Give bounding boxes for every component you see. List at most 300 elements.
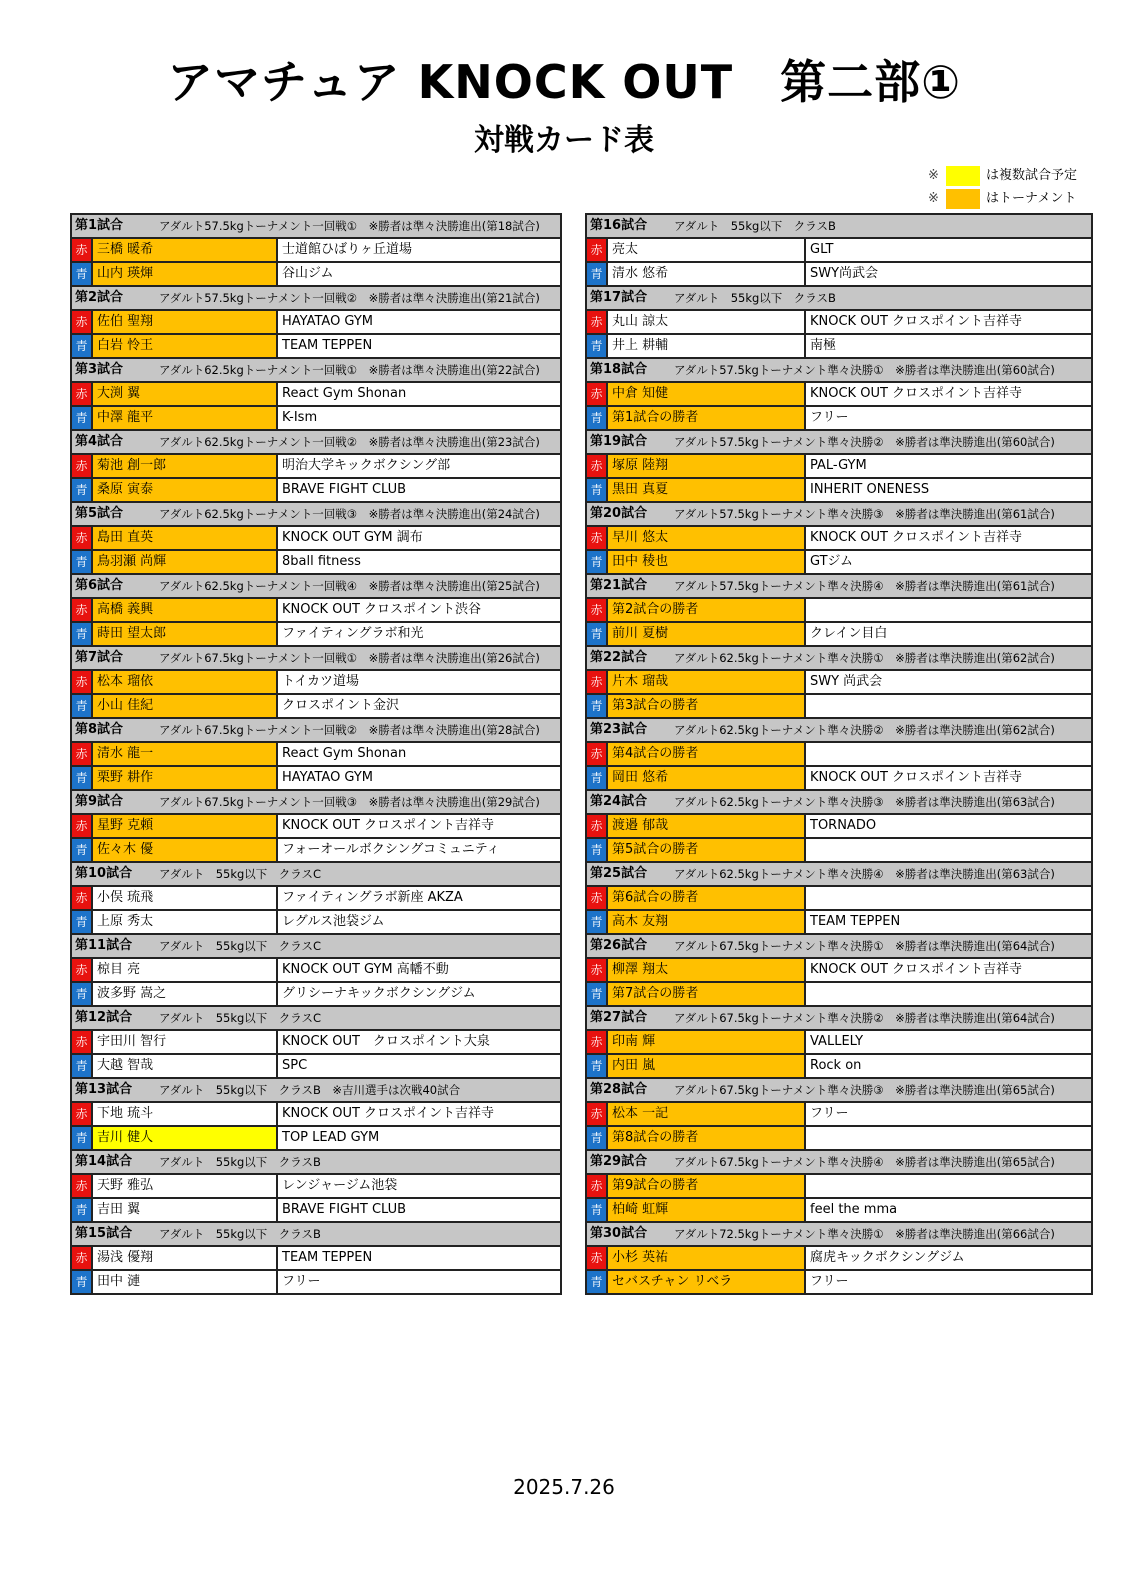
bout-number: 第17試合	[590, 290, 648, 305]
fighter-gym: 腐虎キックボクシングジム	[810, 1250, 965, 1265]
fighter-name: 大渕 翼	[93, 383, 278, 405]
bout-description: アダルト62.5kgトーナメント一回戦① ※勝者は準々決勝進出(第22試合)	[159, 363, 540, 377]
fighter-row-blue	[72, 335, 560, 359]
fighter-name: 黒田 真夏	[608, 479, 806, 501]
fighter-gym: KNOCK OUT GYM 高幡不動	[282, 962, 449, 977]
red-corner-label: 赤	[72, 239, 93, 261]
fighter-name: 白岩 怜王	[93, 335, 278, 357]
bout-description: アダルト62.5kgトーナメント一回戦④ ※勝者は準々決勝進出(第25試合)	[159, 579, 540, 593]
red-corner-label: 赤	[72, 1175, 93, 1197]
fighter-name: 中澤 龍平	[93, 407, 278, 429]
bout-description: アダルト62.5kgトーナメント準々決勝③ ※勝者は準決勝進出(第63試合)	[674, 795, 1055, 809]
bout-description: アダルト57.5kgトーナメント一回戦② ※勝者は準々決勝進出(第21試合)	[159, 291, 540, 305]
fighter-row-red	[587, 311, 1091, 335]
bout-description: アダルト67.5kgトーナメント一回戦② ※勝者は準々決勝進出(第28試合)	[159, 723, 540, 737]
red-corner-label: 赤	[587, 743, 608, 765]
fighter-gym: SPC	[282, 1058, 308, 1073]
fighter-row-blue	[72, 1055, 560, 1079]
fighter-row-red	[72, 311, 560, 335]
fighter-gym	[806, 1127, 1091, 1149]
legend-text: は複数試合予定	[986, 168, 1078, 183]
red-corner-label: 赤	[72, 455, 93, 477]
red-corner-label: 赤	[72, 815, 93, 837]
fighter-gym: ファイティングラボ和光	[282, 626, 424, 641]
blue-corner-label: 青	[587, 479, 608, 501]
bout-header	[72, 431, 560, 455]
fighter-gym: 南極	[810, 338, 837, 353]
bout-description: アダルト 55kg以下 クラスB	[159, 1155, 321, 1169]
bout-number: 第25試合	[590, 866, 648, 881]
bout-number: 第21試合	[590, 578, 648, 593]
bout-header	[72, 791, 560, 815]
fighter-gym: KNOCK OUT クロスポイント吉祥寺	[282, 818, 495, 833]
fighter-gym: レンジャージム池袋	[282, 1178, 398, 1193]
fighter-row-red	[587, 1247, 1091, 1271]
fighter-gym: K-Ism	[282, 410, 318, 425]
fighter-row-red	[587, 959, 1091, 983]
bout-header	[587, 935, 1091, 959]
fighter-gym: SWY 尚武会	[810, 674, 883, 689]
red-corner-label: 赤	[72, 383, 93, 405]
bout-number: 第9試合	[75, 794, 124, 809]
fighter-row-red	[587, 455, 1091, 479]
fighter-name: 第6試合の勝者	[608, 887, 806, 909]
bout-header	[72, 359, 560, 383]
fighter-gym: HAYATAO GYM	[282, 314, 374, 329]
fighter-row-blue	[72, 263, 560, 287]
fighter-row-red	[72, 887, 560, 911]
fighter-row-red	[72, 527, 560, 551]
fighter-gym: トイカツ道場	[282, 674, 359, 689]
fighter-gym: 8ball fitness	[282, 554, 361, 569]
fighter-gym	[806, 839, 1091, 861]
fighter-gym	[806, 599, 1091, 621]
legend-text: はトーナメント	[986, 191, 1077, 206]
bout-header	[587, 1007, 1091, 1031]
fighter-row-blue	[72, 1271, 560, 1295]
fighter-gym: VALLELY	[810, 1034, 864, 1049]
fighter-name: 大越 智哉	[93, 1055, 278, 1077]
fighter-name: 印南 輝	[608, 1031, 806, 1053]
fighter-gym: TEAM TEPPEN	[810, 914, 901, 929]
bout-number: 第22試合	[590, 650, 648, 665]
bout-description: アダルト62.5kgトーナメント一回戦② ※勝者は準々決勝進出(第23試合)	[159, 435, 540, 449]
legend-swatch-orange	[946, 189, 980, 209]
fighter-name: 第1試合の勝者	[608, 407, 806, 429]
bout-description: アダルト67.5kgトーナメント一回戦① ※勝者は準々決勝進出(第26試合)	[159, 651, 540, 665]
fighter-gym: KNOCK OUT クロスポイント吉祥寺	[810, 530, 1023, 545]
blue-corner-label: 青	[587, 1271, 608, 1293]
fighter-gym: SWY尚武会	[810, 266, 879, 281]
bout-description: アダルト62.5kgトーナメント準々決勝① ※勝者は準決勝進出(第62試合)	[674, 651, 1055, 665]
bout-header	[587, 575, 1091, 599]
red-corner-label: 赤	[72, 527, 93, 549]
fighter-row-red	[587, 1031, 1091, 1055]
blue-corner-label: 青	[72, 407, 93, 429]
fighter-gym: クロスポイント金沢	[282, 698, 400, 713]
fighter-name: 前川 夏樹	[608, 623, 806, 645]
bout-description: アダルト72.5kgトーナメント準々決勝① ※勝者は準決勝進出(第66試合)	[674, 1227, 1055, 1241]
fighter-name: 塚原 陸翔	[608, 455, 806, 477]
bout-description: アダルト57.5kgトーナメント準々決勝④ ※勝者は準決勝進出(第61試合)	[674, 579, 1055, 593]
page-title: アマチュア KNOCK OUT 第二部①	[166, 55, 962, 109]
fighter-name: 島田 直英	[93, 527, 278, 549]
red-corner-label: 赤	[72, 311, 93, 333]
fighter-name: 吉田 翼	[93, 1199, 278, 1221]
fighter-gym: フリー	[810, 410, 849, 425]
fighter-row-blue	[72, 839, 560, 863]
fighter-gym	[806, 983, 1091, 1005]
fighter-row-red	[587, 239, 1091, 263]
blue-corner-label: 青	[72, 839, 93, 861]
fighter-gym	[806, 1175, 1091, 1197]
bout-header	[587, 1151, 1091, 1175]
fighter-row-red	[587, 527, 1091, 551]
red-corner-label: 赤	[72, 743, 93, 765]
fighter-name: 清水 悠希	[608, 263, 806, 285]
fighter-name: 小山 佳紀	[93, 695, 278, 717]
red-corner-label: 赤	[72, 1031, 93, 1053]
fighter-row-red	[587, 383, 1091, 407]
fighter-row-red	[72, 1031, 560, 1055]
fighter-gym: TEAM TEPPEN	[282, 1250, 373, 1265]
blue-corner-label: 青	[587, 1055, 608, 1077]
fighter-row-blue	[72, 623, 560, 647]
red-corner-label: 赤	[72, 887, 93, 909]
red-corner-label: 赤	[72, 1247, 93, 1269]
fighter-row-red	[72, 743, 560, 767]
fighter-row-red	[587, 743, 1091, 767]
fighter-name: 波多野 嵩之	[93, 983, 278, 1005]
fighter-name: 丸山 諒太	[608, 311, 806, 333]
bout-number: 第13試合	[75, 1082, 133, 1097]
fighter-name: 第5試合の勝者	[608, 839, 806, 861]
fighter-name: 中倉 知健	[608, 383, 806, 405]
bout-description: アダルト 55kg以下 クラスB	[674, 291, 836, 305]
bout-header	[587, 647, 1091, 671]
red-corner-label: 赤	[587, 1031, 608, 1053]
bout-number: 第5試合	[75, 506, 124, 521]
legend-note-mark: ※	[928, 168, 939, 183]
bout-header	[72, 647, 560, 671]
bout-number: 第7試合	[75, 650, 124, 665]
fighter-name: 田中 漣	[93, 1271, 278, 1293]
fighter-row-blue	[587, 335, 1091, 359]
bout-number: 第20試合	[590, 506, 648, 521]
bout-number: 第10試合	[75, 866, 133, 881]
fighter-gym: 士道館ひばりヶ丘道場	[282, 242, 413, 257]
fighter-gym: BRAVE FIGHT CLUB	[282, 1202, 407, 1217]
bout-header	[587, 287, 1091, 311]
fighter-gym: HAYATAO GYM	[282, 770, 374, 785]
fighter-row-red	[72, 1103, 560, 1127]
red-corner-label: 赤	[587, 455, 608, 477]
fighter-name: 小杉 英祐	[608, 1247, 806, 1269]
bout-header	[72, 503, 560, 527]
blue-corner-label: 青	[72, 263, 93, 285]
blue-corner-label: 青	[72, 551, 93, 573]
blue-corner-label: 青	[72, 1271, 93, 1293]
bout-number: 第28試合	[590, 1082, 648, 1097]
fighter-name: 吉川 健人	[93, 1127, 278, 1149]
fighter-row-blue	[587, 407, 1091, 431]
bout-number: 第23試合	[590, 722, 648, 737]
bout-description: アダルト57.5kgトーナメント準々決勝③ ※勝者は準決勝進出(第61試合)	[674, 507, 1055, 521]
fighter-gym: フリー	[810, 1274, 849, 1289]
fighter-name: 高橋 義興	[93, 599, 278, 621]
fighter-row-blue	[587, 1199, 1091, 1223]
fighter-row-red	[587, 1103, 1091, 1127]
fighter-row-blue	[587, 623, 1091, 647]
fighter-gym: TEAM TEPPEN	[282, 338, 373, 353]
fighter-name: 椋目 亮	[93, 959, 278, 981]
bout-number: 第18試合	[590, 362, 648, 377]
red-corner-label: 赤	[72, 599, 93, 621]
bout-number: 第27試合	[590, 1010, 648, 1025]
bout-description: アダルト 55kg以下 クラスC	[159, 939, 321, 953]
bout-header	[72, 575, 560, 599]
fighter-row-red	[72, 239, 560, 263]
fighter-name: 上原 秀太	[93, 911, 278, 933]
fighter-row-red	[72, 455, 560, 479]
fighter-row-blue	[72, 407, 560, 431]
fighter-gym: KNOCK OUT クロスポイント渋谷	[282, 602, 482, 617]
bout-header	[72, 1223, 560, 1247]
bout-table-left	[70, 213, 562, 1295]
bout-description: アダルト 55kg以下 クラスB ※吉川選手は次戦40試合	[159, 1083, 461, 1097]
bout-header	[587, 863, 1091, 887]
fighter-name: 天野 雅弘	[93, 1175, 278, 1197]
blue-corner-label: 青	[587, 767, 608, 789]
blue-corner-label: 青	[72, 1127, 93, 1149]
fighter-gym: KNOCK OUT クロスポイント吉祥寺	[810, 386, 1023, 401]
bout-description: アダルト62.5kgトーナメント一回戦③ ※勝者は準々決勝進出(第24試合)	[159, 507, 540, 521]
fighter-name: 第8試合の勝者	[608, 1127, 806, 1149]
fighter-row-blue	[587, 695, 1091, 719]
fighter-name: 佐伯 聖翔	[93, 311, 278, 333]
fighter-gym: GLT	[810, 242, 834, 257]
bout-description: アダルト57.5kgトーナメント準々決勝② ※勝者は準決勝進出(第60試合)	[674, 435, 1055, 449]
fighter-row-blue	[587, 263, 1091, 287]
fighter-name: 蒔田 望太郎	[93, 623, 278, 645]
fighter-row-red	[72, 959, 560, 983]
red-corner-label: 赤	[587, 599, 608, 621]
fighter-gym: フリー	[810, 1106, 849, 1121]
fighter-name: 菊池 創一郎	[93, 455, 278, 477]
blue-corner-label: 青	[587, 839, 608, 861]
red-corner-label: 赤	[587, 383, 608, 405]
fighter-row-red	[587, 671, 1091, 695]
blue-corner-label: 青	[587, 263, 608, 285]
red-corner-label: 赤	[587, 887, 608, 909]
fighter-gym: KNOCK OUT クロスポイント吉祥寺	[810, 962, 1023, 977]
fighter-name: 松本 瑠依	[93, 671, 278, 693]
bout-description: アダルト 55kg以下 クラスC	[159, 867, 321, 881]
fighter-row-blue	[72, 983, 560, 1007]
fighter-name: 栗野 耕作	[93, 767, 278, 789]
blue-corner-label: 青	[587, 335, 608, 357]
fighter-row-blue	[587, 1127, 1091, 1151]
bout-description: アダルト67.5kgトーナメント準々決勝③ ※勝者は準決勝進出(第65試合)	[674, 1083, 1055, 1097]
fighter-gym: GTジム	[810, 554, 854, 569]
legend-swatch-yellow	[946, 166, 980, 186]
fighter-row-red	[72, 383, 560, 407]
bout-header	[587, 359, 1091, 383]
fighter-name: 鳥羽瀬 尚輝	[93, 551, 278, 573]
red-corner-label: 赤	[72, 1103, 93, 1125]
bout-description: アダルト67.5kgトーナメント準々決勝④ ※勝者は準決勝進出(第65試合)	[674, 1155, 1055, 1169]
fighter-gym: フォーオールボクシングコミュニティ	[282, 842, 500, 857]
fighter-name: 柏崎 虹輝	[608, 1199, 806, 1221]
blue-corner-label: 青	[72, 1199, 93, 1221]
bout-header	[587, 215, 1091, 239]
bout-header	[587, 719, 1091, 743]
fighter-row-blue	[587, 1271, 1091, 1295]
bout-header	[587, 503, 1091, 527]
blue-corner-label: 青	[72, 695, 93, 717]
fighter-gym: React Gym Shonan	[282, 386, 407, 401]
red-corner-label: 赤	[587, 959, 608, 981]
fighter-name: 宇田川 智行	[93, 1031, 278, 1053]
bout-description: アダルト 55kg以下 クラスC	[159, 1011, 321, 1025]
fighter-row-blue	[72, 695, 560, 719]
page-subtitle: 対戦カード表	[474, 123, 654, 158]
bout-header	[72, 863, 560, 887]
bout-header	[72, 935, 560, 959]
bout-number: 第16試合	[590, 218, 648, 233]
fighter-name: 松本 一記	[608, 1103, 806, 1125]
fighter-row-red	[587, 815, 1091, 839]
bout-header	[587, 1223, 1091, 1247]
red-corner-label: 赤	[72, 959, 93, 981]
fighter-name: 桑原 寅泰	[93, 479, 278, 501]
fighter-name: 星野 克頼	[93, 815, 278, 837]
fighter-name: 山内 瑛煇	[93, 263, 278, 285]
red-corner-label: 赤	[587, 311, 608, 333]
fighter-gym: クレイン目白	[810, 626, 888, 641]
fighter-row-blue	[72, 479, 560, 503]
fighter-name: 第7試合の勝者	[608, 983, 806, 1005]
blue-corner-label: 青	[72, 623, 93, 645]
fighter-row-blue	[587, 767, 1091, 791]
fighter-gym: グリシーナキックボクシングジム	[282, 986, 476, 1001]
event-date: 2025.7.26	[513, 1475, 615, 1499]
bout-number: 第2試合	[75, 290, 124, 305]
fighter-row-blue	[72, 911, 560, 935]
fighter-gym: KNOCK OUT GYM 調布	[282, 530, 423, 545]
fighter-name: 第3試合の勝者	[608, 695, 806, 717]
bout-description: アダルト 55kg以下 クラスB	[159, 1227, 321, 1241]
fighter-gym: TOP LEAD GYM	[282, 1130, 380, 1145]
fighter-row-blue	[72, 767, 560, 791]
bout-number: 第15試合	[75, 1226, 133, 1241]
bout-number: 第4試合	[75, 434, 124, 449]
fighter-name: 片木 瑠哉	[608, 671, 806, 693]
bout-header	[587, 791, 1091, 815]
blue-corner-label: 青	[72, 1055, 93, 1077]
red-corner-label: 赤	[587, 527, 608, 549]
blue-corner-label: 青	[72, 767, 93, 789]
bout-description: アダルト67.5kgトーナメント準々決勝② ※勝者は準決勝進出(第64試合)	[674, 1011, 1055, 1025]
fighter-row-red	[587, 1175, 1091, 1199]
blue-corner-label: 青	[587, 983, 608, 1005]
fighter-row-red	[72, 1175, 560, 1199]
blue-corner-label: 青	[587, 407, 608, 429]
bout-number: 第1試合	[75, 218, 124, 233]
fighter-name: 高木 友翔	[608, 911, 806, 933]
fighter-row-red	[587, 887, 1091, 911]
fighter-name: セバスチャン リベラ	[608, 1271, 806, 1293]
fighter-gym: KNOCK OUT クロスポイント吉祥寺	[282, 1106, 495, 1121]
red-corner-label: 赤	[587, 1103, 608, 1125]
bout-number: 第26試合	[590, 938, 648, 953]
blue-corner-label: 青	[587, 1127, 608, 1149]
fighter-gym: ファイティングラボ新座 AKZA	[282, 890, 463, 905]
fighter-name: 渡邉 郁哉	[608, 815, 806, 837]
bout-table-right	[585, 213, 1093, 1295]
bout-number: 第30試合	[590, 1226, 648, 1241]
fighter-gym	[806, 743, 1091, 765]
fighter-row-red	[72, 1247, 560, 1271]
fighter-row-blue	[587, 551, 1091, 575]
bout-number: 第11試合	[75, 938, 133, 953]
blue-corner-label: 青	[587, 551, 608, 573]
bout-header	[72, 719, 560, 743]
fighter-row-red	[72, 599, 560, 623]
bout-description: アダルト62.5kgトーナメント準々決勝④ ※勝者は準決勝進出(第63試合)	[674, 867, 1055, 881]
fighter-gym: KNOCK OUT クロスポイント吉祥寺	[810, 770, 1023, 785]
blue-corner-label: 青	[72, 911, 93, 933]
legend-note-mark: ※	[928, 191, 939, 206]
fighter-name: 佐々木 優	[93, 839, 278, 861]
bout-number: 第24試合	[590, 794, 648, 809]
fighter-name: 三橋 暖希	[93, 239, 278, 261]
bout-number: 第8試合	[75, 722, 124, 737]
blue-corner-label: 青	[587, 695, 608, 717]
red-corner-label: 赤	[587, 815, 608, 837]
bout-description: アダルト67.5kgトーナメント準々決勝① ※勝者は準決勝進出(第64試合)	[674, 939, 1055, 953]
fighter-name: 第9試合の勝者	[608, 1175, 806, 1197]
bout-header	[72, 1151, 560, 1175]
bout-header	[587, 1079, 1091, 1103]
fighter-gym: KNOCK OUT クロスポイント吉祥寺	[810, 314, 1023, 329]
fighter-row-blue	[587, 839, 1091, 863]
fighter-gym: PAL-GYM	[810, 458, 867, 473]
bout-header	[72, 287, 560, 311]
fighter-row-blue	[72, 1127, 560, 1151]
red-corner-label: 赤	[587, 671, 608, 693]
bout-number: 第19試合	[590, 434, 648, 449]
bout-description: アダルト62.5kgトーナメント準々決勝② ※勝者は準決勝進出(第62試合)	[674, 723, 1055, 737]
bout-description: アダルト67.5kgトーナメント一回戦③ ※勝者は準々決勝進出(第29試合)	[159, 795, 540, 809]
red-corner-label: 赤	[587, 239, 608, 261]
fighter-gym: React Gym Shonan	[282, 746, 407, 761]
fighter-name: 亮太	[608, 239, 806, 261]
blue-corner-label: 青	[587, 623, 608, 645]
fighter-gym	[806, 695, 1091, 717]
bout-number: 第6試合	[75, 578, 124, 593]
fighter-row-blue	[72, 1199, 560, 1223]
red-corner-label: 赤	[72, 671, 93, 693]
bout-number: 第12試合	[75, 1010, 133, 1025]
red-corner-label: 赤	[587, 1175, 608, 1197]
fighter-name: 柳澤 翔太	[608, 959, 806, 981]
bout-header	[72, 1007, 560, 1031]
fighter-name: 清水 龍一	[93, 743, 278, 765]
fighter-row-blue	[587, 479, 1091, 503]
bout-header	[72, 1079, 560, 1103]
fighter-name: 内田 嵐	[608, 1055, 806, 1077]
